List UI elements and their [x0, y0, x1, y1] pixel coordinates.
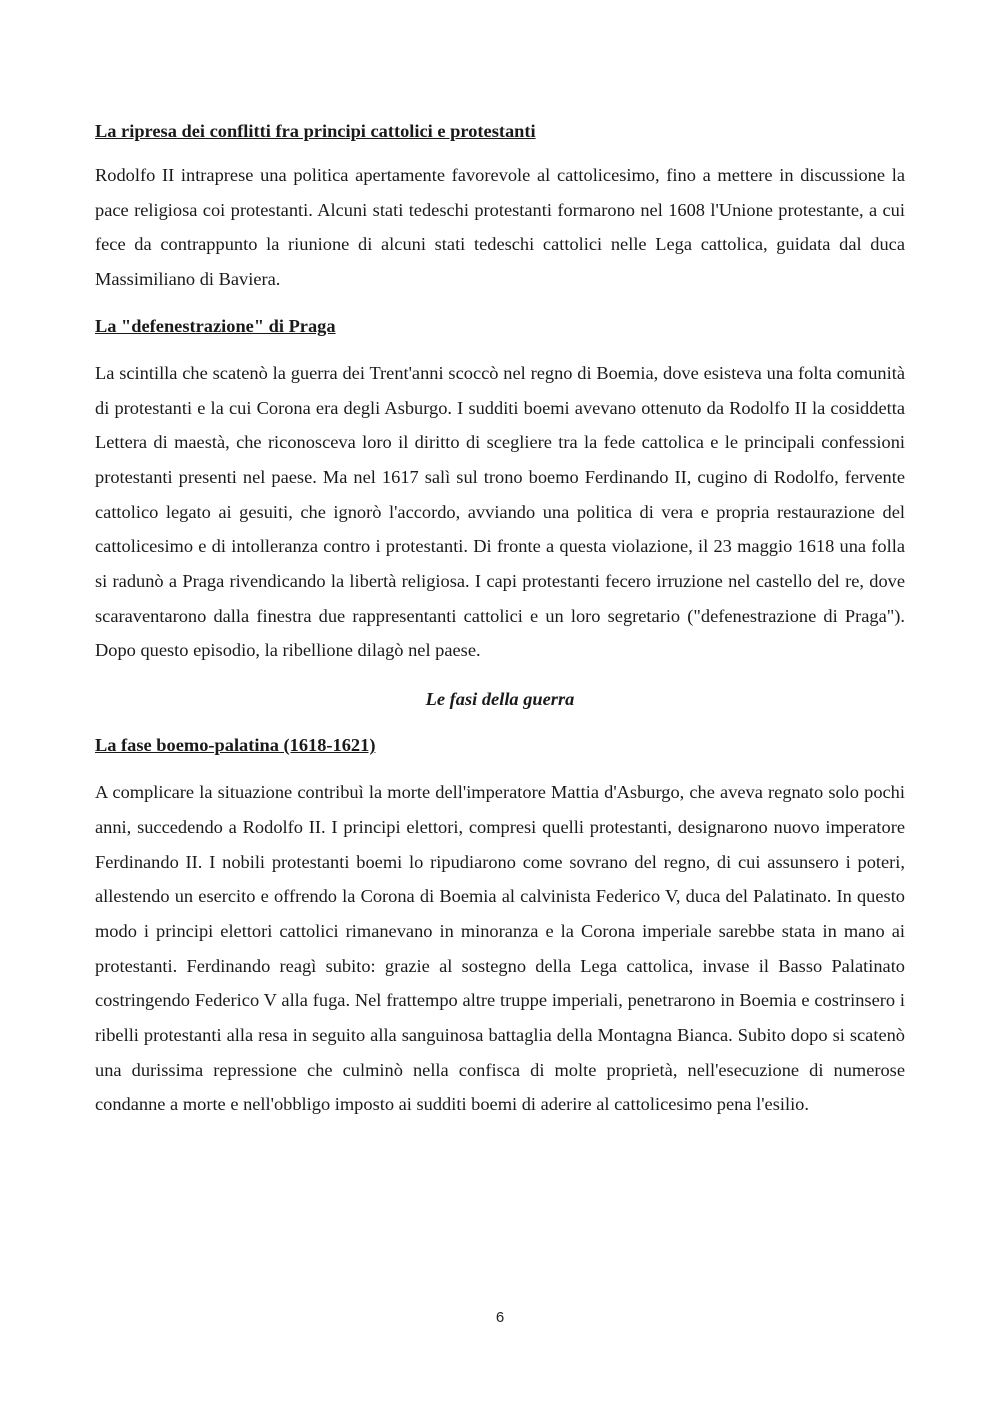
paragraph-bohemian-phase: A complicare la situazione contribuì la morte dell'imperatore Mattia d'Asburgo, che aveva regnato solo pochi anni, succedendo a Rodolfo II. I principi elettori, compresi quelli protestanti, designarono nuovo imperatore Ferdinando II. I nobili protestanti boemi lo ripudiarono come sovrano del regno, di cui assunsero i poteri, allestendo un esercito e offrendo la Corona di Boemia al calvinista Federico V, duca del Palatinato. In questo modo i principi elettori cattolici rimanevano in minoranza e la Corona imperiale sarebbe stata in mano ai protestanti. Ferdinando reagì subito: grazie al sostegno della Lega cattolica, invase il Basso Palatinato costringendo Federico V alla fuga. Nel frattempo altre truppe imperiali, penetrarono in Boemia e costrinsero i ribelli protestanti alla resa in seguito alla sanguinosa battaglia della Montagna Bianca. Subito dopo si scatenò una durissima repressione che culminò nella confisca di molte proprietà, nell'esecuzione di numerose condanne a morte e nell'obbligo imposto ai sudditi boemi di aderire al cattolicesimo pena l'esilio.: [95, 782, 905, 1115]
document-page: [95, 116, 905, 1122]
paragraph-conflicts: Rodolfo II intraprese una politica apertamente favorevole al cattolicesimo, fino a mettere in discussione la pace religiosa coi protestanti. Alcuni stati tedeschi protestanti formarono nel 1608 l'Unione protestante, a cui fece da contrappunto la riunione di alcuni stati tedeschi cattolici nelle Lega cattolica, guidata dal duca Massimiliano di Baviera.: [95, 165, 905, 290]
section-heading-bohemian-phase: La fase boemo-palatina (1618-1621): [95, 735, 376, 756]
paragraph-defenestration: La scintilla che scatenò la guerra dei Trent'anni scoccò nel regno di Boemia, dove esisteva una folta comunità di protestanti e la cui Corona era degli Asburgo. I sudditi boemi avevano ottenuto da Rodolfo II la cosiddetta Lettera di maestà, che riconosceva loro il diritto di scegliere tra la fede cattolica e le principali confessioni protestanti presenti nel paese. Ma nel 1617 salì sul trono boemo Ferdinando II, cugino di Rodolfo, fervente cattolico legato ai gesuiti, che ignorò l'accordo, avviando una politica di vera e propria restaurazione del cattolicesimo e di intolleranza contro i protestanti. Di fronte a questa violazione, il 23 maggio 1618 una folla si radunò a Praga rivendicando la libertà religiosa. I capi protestanti fecero irruzione nel castello del re, dove scaraventarono dalla finestra due rappresentanti cattolici e un loro segretario ("defenestrazione di Praga"). Dopo questo episodio, la ribellione dilagò nel paese.: [95, 362, 905, 661]
chapter-title: Le fasi della guerra: [425, 689, 575, 710]
section-heading-conflicts: La ripresa dei conflitti fra principi cattolici e protestanti: [95, 121, 536, 141]
section-heading-defenestration: La "defenestrazione" di Praga: [95, 315, 336, 336]
page-number: 6: [495, 1309, 505, 1326]
